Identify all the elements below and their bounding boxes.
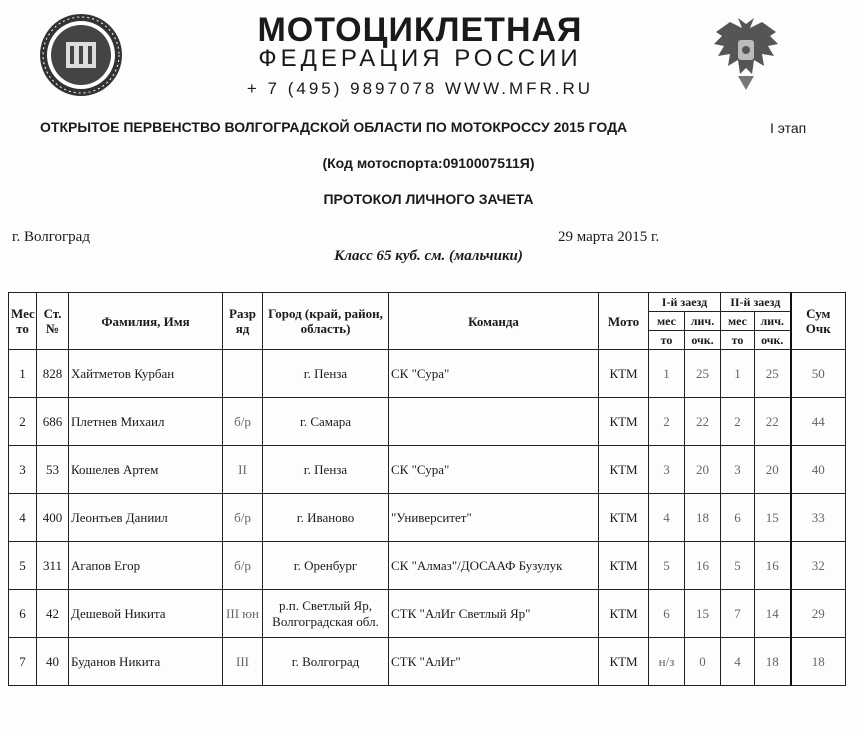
header-r1-place: мес (649, 312, 685, 331)
table-row (9, 494, 846, 542)
table-row (9, 542, 846, 590)
race2-place-cell: 1 (721, 350, 755, 398)
number-cell: 42 (37, 590, 69, 638)
name-cell: Буданов Никита (69, 638, 223, 686)
name-cell: Леонтьев Даниил (69, 494, 223, 542)
sport-code: (Код мотоспорта:0910007511Я) (322, 155, 535, 171)
city-cell: г. Пенза (263, 350, 389, 398)
race1-points-cell: 20 (685, 446, 721, 494)
race2-place-cell: 5 (721, 542, 755, 590)
race1-points-cell: 25 (685, 350, 721, 398)
moto-cell: КТМ (599, 350, 649, 398)
rank-cell: б/р (223, 398, 263, 446)
header-city: Город (край, район, область) (263, 293, 389, 350)
protocol-title: ПРОТОКОЛ ЛИЧНОГО ЗАЧЕТА (323, 191, 534, 207)
race1-place-cell: 1 (649, 350, 685, 398)
table-row (9, 590, 846, 638)
moto-cell: КТМ (599, 590, 649, 638)
coat-of-arms-icon (708, 14, 784, 94)
race2-points-cell: 20 (755, 446, 791, 494)
city-cell: г. Иваново (263, 494, 389, 542)
moto-cell: КТМ (599, 542, 649, 590)
moto-cell: КТМ (599, 494, 649, 542)
city-cell: г. Оренбург (263, 542, 389, 590)
race1-place-cell: 3 (649, 446, 685, 494)
place-cell: 5 (9, 542, 37, 590)
header-race1: I-й заезд (649, 293, 721, 312)
team-cell: СК "Алмаз"/ДОСААФ Бузулук (389, 542, 599, 590)
header-team: Команда (389, 293, 599, 350)
table-row (9, 398, 846, 446)
race1-points-cell: 16 (685, 542, 721, 590)
rank-cell (223, 350, 263, 398)
city-cell: г. Пенза (263, 446, 389, 494)
header-rank: Разр яд (223, 293, 263, 350)
total-cell: 50 (791, 350, 846, 398)
race1-place-cell: н/з (649, 638, 685, 686)
header-total: Сум Очк (791, 293, 846, 350)
race2-place-cell: 2 (721, 398, 755, 446)
team-cell: СТК "АлИг" (389, 638, 599, 686)
org-contacts: + 7 (495) 9897078 WWW.MFR.RU (246, 79, 594, 98)
race1-points-cell: 0 (685, 638, 721, 686)
name-cell: Агапов Егор (69, 542, 223, 590)
total-cell: 40 (791, 446, 846, 494)
rank-cell: б/р (223, 494, 263, 542)
table-row (9, 350, 846, 398)
event-city: г. Волгоград (12, 229, 90, 245)
race2-place-cell: 7 (721, 590, 755, 638)
total-cell: 32 (791, 542, 846, 590)
place-cell: 6 (9, 590, 37, 638)
race1-place-cell: 4 (649, 494, 685, 542)
header-r1-points: лич. (685, 312, 721, 331)
rank-cell: II (223, 446, 263, 494)
total-cell: 29 (791, 590, 846, 638)
race2-points-cell: 22 (755, 398, 791, 446)
race1-points-cell: 18 (685, 494, 721, 542)
race1-place-cell: 5 (649, 542, 685, 590)
table-row (9, 446, 846, 494)
name-cell: Дешевой Никита (69, 590, 223, 638)
header-r2-points-2: очк. (755, 331, 791, 350)
header-place: Мес то (9, 293, 37, 350)
place-cell: 1 (9, 350, 37, 398)
race2-place-cell: 3 (721, 446, 755, 494)
team-cell: СК "Сура" (389, 446, 599, 494)
org-name-line2: ФЕДЕРАЦИЯ РОССИИ (258, 45, 582, 72)
name-cell: Хайтметов Курбан (69, 350, 223, 398)
race1-points-cell: 15 (685, 590, 721, 638)
results-table (8, 292, 846, 686)
place-cell: 3 (9, 446, 37, 494)
city-cell: г. Волгоград (263, 638, 389, 686)
team-cell (389, 398, 599, 446)
name-cell: Кошелев Артем (69, 446, 223, 494)
total-cell: 18 (791, 638, 846, 686)
header-race2: II-й заезд (721, 293, 791, 312)
class-label: Класс 65 куб. см. (мальчики) (334, 248, 523, 264)
header-moto: Мото (599, 293, 649, 350)
name-cell: Плетнев Михаил (69, 398, 223, 446)
team-cell: СТК "АлИг Светлый Яр" (389, 590, 599, 638)
race2-place-cell: 4 (721, 638, 755, 686)
race2-points-cell: 15 (755, 494, 791, 542)
place-cell: 7 (9, 638, 37, 686)
city-cell: р.п. Светлый Яр, Волгоградская обл. (263, 590, 389, 638)
stage-label: I этап (770, 120, 807, 136)
race1-place-cell: 6 (649, 590, 685, 638)
total-cell: 44 (791, 398, 846, 446)
rank-cell: б/р (223, 542, 263, 590)
total-cell: 33 (791, 494, 846, 542)
city-cell: г. Самара (263, 398, 389, 446)
federation-logo (38, 12, 124, 98)
rank-cell: III (223, 638, 263, 686)
rank-cell: III юн (223, 590, 263, 638)
moto-cell: КТМ (599, 446, 649, 494)
moto-cell: КТМ (599, 638, 649, 686)
header-r2-place-2: то (721, 331, 755, 350)
table-row (9, 638, 846, 686)
race2-place-cell: 6 (721, 494, 755, 542)
event-date: 29 марта 2015 г. (558, 229, 660, 245)
header-r2-points: лич. (755, 312, 791, 331)
race2-points-cell: 18 (755, 638, 791, 686)
team-cell: СК "Сура" (389, 350, 599, 398)
number-cell: 53 (37, 446, 69, 494)
race2-points-cell: 16 (755, 542, 791, 590)
number-cell: 311 (37, 542, 69, 590)
number-cell: 40 (37, 638, 69, 686)
race2-points-cell: 14 (755, 590, 791, 638)
number-cell: 400 (37, 494, 69, 542)
race1-place-cell: 2 (649, 398, 685, 446)
race2-points-cell: 25 (755, 350, 791, 398)
place-cell: 4 (9, 494, 37, 542)
team-cell: "Университет" (389, 494, 599, 542)
header-name: Фамилия, Имя (69, 293, 223, 350)
place-cell: 2 (9, 398, 37, 446)
competition-title: ОТКРЫТОЕ ПЕРВЕНСТВО ВОЛГОГРАДСКОЙ ОБЛАСТИ ПО МОТОКРОССУ 2015 ГОДА (40, 119, 628, 135)
header-r1-points-2: очк. (685, 331, 721, 350)
number-cell: 686 (37, 398, 69, 446)
number-cell: 828 (37, 350, 69, 398)
header-r1-place-2: то (649, 331, 685, 350)
header-number: Ст. № (37, 293, 69, 350)
org-name-line1: МОТОЦИКЛЕТНАЯ (257, 11, 583, 49)
header-r2-place: мес (721, 312, 755, 331)
race1-points-cell: 22 (685, 398, 721, 446)
moto-cell: КТМ (599, 398, 649, 446)
